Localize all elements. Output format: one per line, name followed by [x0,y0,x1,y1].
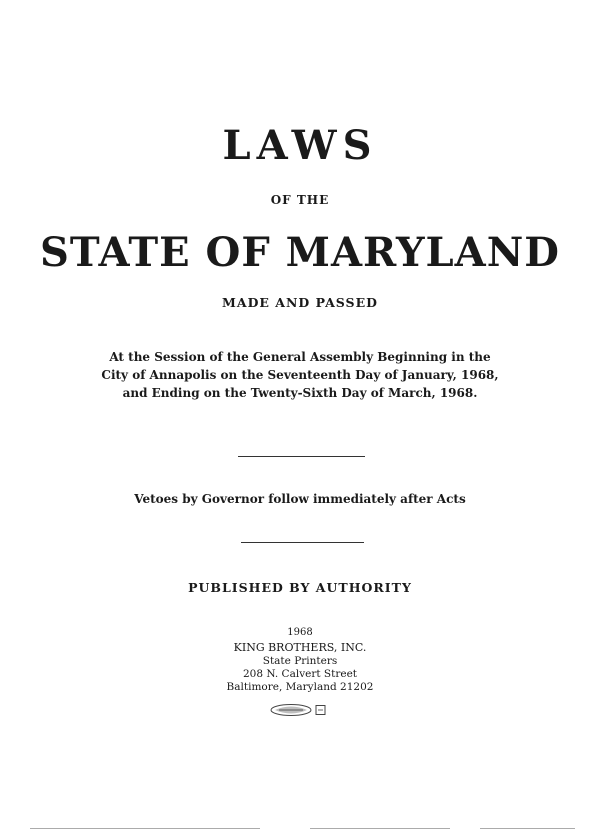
imprint-role: State Printers [262,655,338,667]
made-and-passed-line: MADE AND PASSED [222,295,378,310]
imprint-street: 208 N. Calvert Street [242,668,358,680]
imprint-year: 1968 [287,627,313,638]
scan-edge-right [480,828,575,829]
divider-rule-2 [241,542,364,543]
scan-edge-left [30,828,260,829]
imprint-publisher: KING BROTHERS, INC. [233,641,367,654]
session-line-3: and Ending on the Twenty-Sixth Day of March, 1968. [122,386,478,400]
imprint-city: Baltimore, Maryland 21202 [226,681,374,693]
divider-rule-1 [238,456,365,457]
vetoes-note: Vetoes by Governor follow immediately after Acts [134,492,466,506]
of-the-line: OF THE [270,193,330,207]
page-title: LAWS [222,122,378,169]
state-heading: STATE OF MARYLAND [40,229,560,276]
union-label-icon [269,703,329,717]
published-by-authority: PUBLISHED BY AUTHORITY [188,580,412,595]
session-line-1: At the Session of the General Assembly Beginning in the [109,350,491,364]
session-line-2: City of Annapolis on the Seventeenth Day of January, 1968, [101,368,499,382]
scan-edge-middle [310,828,450,829]
